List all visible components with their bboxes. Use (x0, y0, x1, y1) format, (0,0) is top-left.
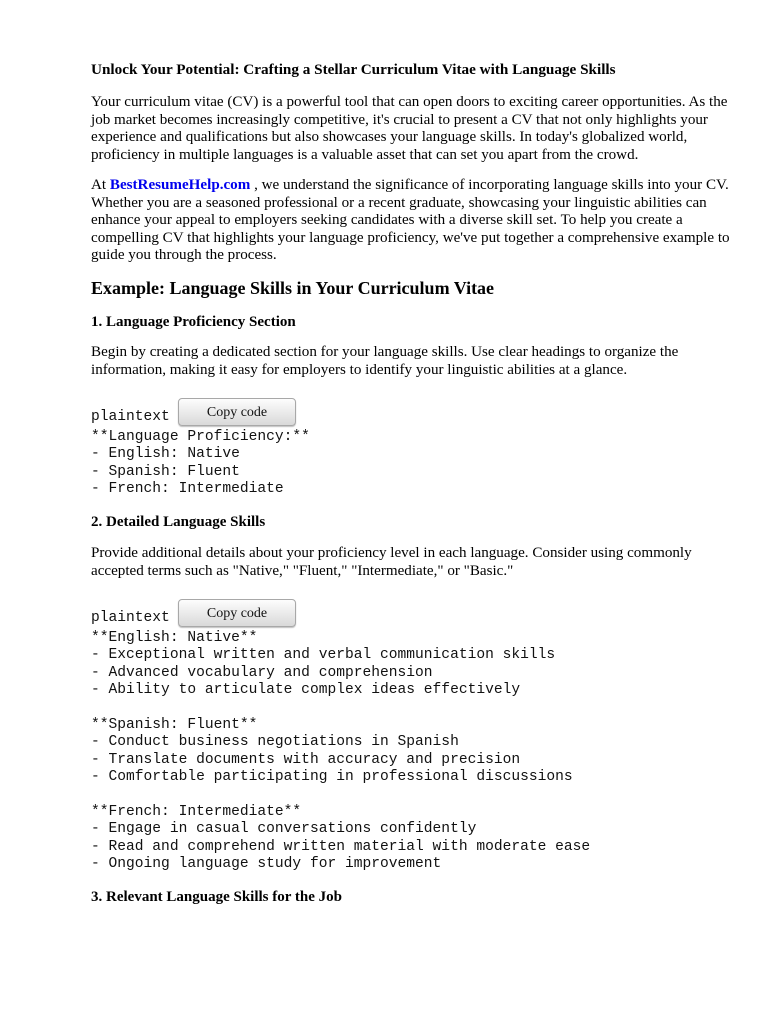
section-text-detailed-skills: Provide additional details about your proficiency level in each language. Consider using commonly accepted terms such as "Native," "Fluent," "Intermediate," or "Basic." (91, 545, 692, 579)
copy-code-button[interactable]: Copy code (178, 398, 296, 426)
code-block-language-proficiency: **Language Proficiency:** - English: Native - Spanish: Fluent - French: Intermediate (91, 429, 310, 498)
code-language-label: plaintext (91, 409, 170, 425)
bestresumehelp-link[interactable]: BestResumeHelp.com (109, 177, 251, 193)
paragraph-prefix: At (91, 177, 110, 193)
document-title: Unlock Your Potential: Crafting a Stellar Curriculum Vitae with Language Skills (91, 61, 616, 78)
code-language-label: plaintext (91, 610, 170, 626)
section-heading-relevant-skills: 3. Relevant Language Skills for the Job (91, 889, 342, 905)
example-heading: Example: Language Skills in Your Curriculum Vitae (91, 278, 495, 298)
intro-paragraph: Your curriculum vitae (CV) is a powerful tool that can open doors to exciting career opportunities. As the job market becomes increasingly competitive, it's crucial to present a CV that not only highlights your experience and qualifications but also showcases your language skills. In today's globalized world, proficiency in multiple languages is a valuable asset that can set you apart from the crowd. (91, 94, 728, 163)
code-block-detailed-skills: **English: Native** - Exceptional written and verbal communication skills - Advanced vocabulary and comprehension - Ability to articulate complex ideas effectively **Spanish: Fluent** - Conduct business negotiations in Spanish - Translate documents with accuracy and precision - Comfortable participating in professional discussions **French: Intermediate** - Engage in casual conversations confidently - Read and comprehend written material with moderate ease - Ongoing language study for improvement (91, 630, 591, 873)
company-paragraph (91, 177, 731, 265)
paragraph-text: , we understand the significance of incorporating language skills into your CV. Whether you are a seasoned professional or a recent graduate, showcasing your linguistic abilities can enhance your appeal to employers seeking candidates with a diverse skill set. To help you create a compelling CV that highlights your language proficiency, we've put together a comprehensive example to guide you through the process. (91, 177, 730, 264)
section-heading-language-proficiency: 1. Language Proficiency Section (91, 314, 296, 330)
section-heading-detailed-skills: 2. Detailed Language Skills (91, 514, 266, 530)
copy-code-button[interactable]: Copy code (178, 599, 296, 627)
section-text-language-proficiency: Begin by creating a dedicated section for your language skills. Use clear headings to organize the information, making it easy for employers to identify your linguistic abilities at a glance. (91, 344, 679, 378)
